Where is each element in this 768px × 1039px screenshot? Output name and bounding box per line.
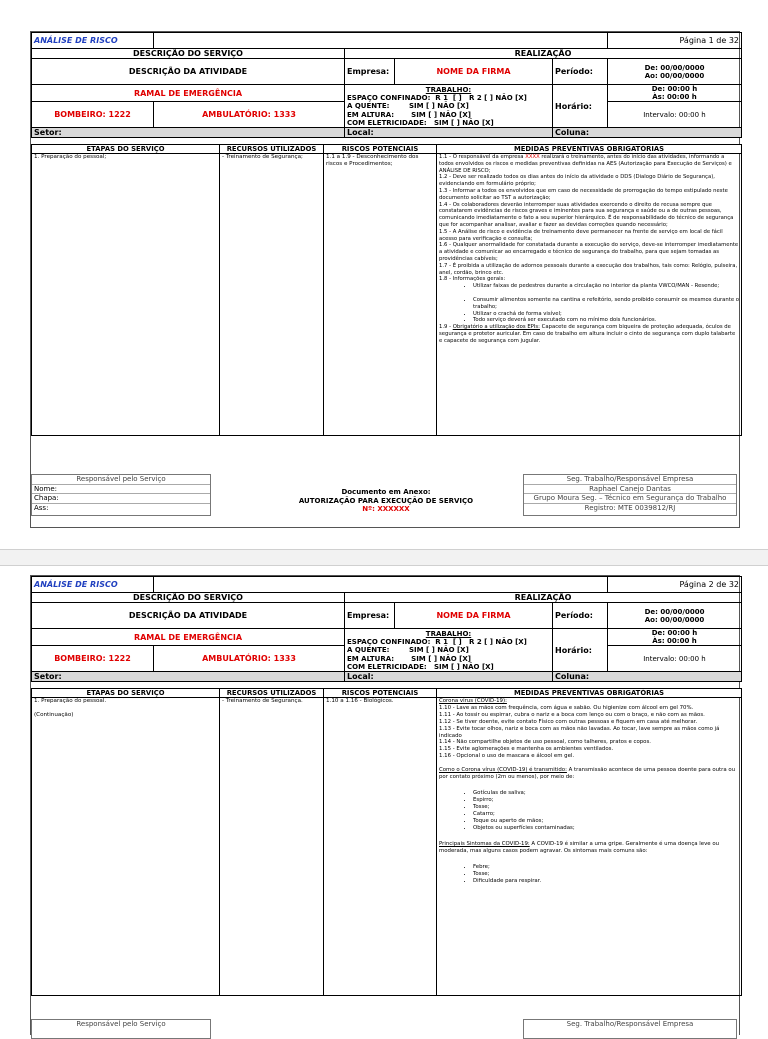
annex-name: AUTORIZAÇÃO PARA EXECUÇÃO DE SERVIÇO xyxy=(298,496,474,505)
list-item: • Espirro; xyxy=(473,797,739,804)
list-item: • Tosse; xyxy=(473,804,739,811)
document-page-2 xyxy=(30,575,740,1035)
page-number: Página 1 de 32 xyxy=(608,33,742,49)
col-riscos: RISCOS POTENCIAIS xyxy=(324,145,437,154)
symptoms-text: Principais Sintomas da COVID-19: A COVID-19 é similar a uma gripe. Geralmente é uma doença leve ou moderada, mas alguns casos podem agravar. Os sintomas mais comuns são: xyxy=(439,841,720,855)
firm-name: NOME DA FIRMA xyxy=(395,59,553,85)
emergency-heading: RAMAL DE EMERGÊNCIA xyxy=(32,85,345,102)
altura-line: EM ALTURA: SIM [ ] NÃO [X] xyxy=(347,654,471,663)
annex-number: Nº: XXXXXX xyxy=(362,505,410,513)
measure-1-1: 1.1 - O responsável da empresa XXXX realizará o treinamento, antes do início das atividades, informando a todos envolvidos os riscos e medidas preventivas definidas na AES (Autorização para Execução de Serviços) e ANÁLISE DE RISCO; xyxy=(439,154,732,174)
periodo-label: Período: xyxy=(553,59,608,85)
interval: Intervalo: 00:00 h xyxy=(608,102,742,128)
header-table xyxy=(31,32,742,138)
medidas-cell xyxy=(437,154,742,436)
measure-1-4: 1.4 - Os colaboradores deverão interromper suas atividades exercendo o direito de recusa sempre que constatarem evidências de riscos graves e iminentes para sua segurança e saúde ou a de outras pessoas, comunicando imediatamente o fato a seu superior hierárquico. É de responsabilidade do técnico de segurança que for acompanhar analisar, avaliar e fazer as devidas correções quando necessário; xyxy=(439,201,734,228)
continuation-note: (Continuação) xyxy=(34,712,74,719)
measure-1-3: 1.3 - Informar a todos os envolvidos que em caso de necessidade de prorrogação do tempo estipulado neste documento solicitar ao TST a autorização; xyxy=(439,188,728,201)
realizacao-heading: REALIZAÇÃO xyxy=(345,49,742,59)
safety-box xyxy=(523,474,737,516)
document-page-1 xyxy=(30,31,740,528)
measure-1-5: 1.5 - A Análise de risco e evidência de treinamento deve permanecer na frente de serviço em local de fácil acesso para verificação e consulta; xyxy=(439,228,723,242)
service-desc-heading: DESCRIÇÃO DO SERVIÇO xyxy=(32,593,345,603)
measure-1-14: 1.14 - Não compartilhe objetos de uso pessoal, como talheres, pratos e copos. xyxy=(439,739,652,746)
horario-label: Horário: xyxy=(553,629,608,672)
time-end: Às: 00:00 h xyxy=(652,637,697,645)
interval: Intervalo: 00:00 h xyxy=(608,646,742,672)
time-start: De: 00:00 h xyxy=(651,629,698,637)
measure-1-12: 1.12 - Se tiver doente, evite contato Físico com outras pessoas e fiquem em casa até melhorar. xyxy=(439,718,698,725)
local-field: Local: xyxy=(345,128,553,138)
measure-1-16: 1.16 - Opcional o uso de mascara e álcool em gel. xyxy=(439,753,575,760)
responsible-box xyxy=(31,474,211,516)
coluna-field: Coluna: xyxy=(553,672,742,682)
ambulatorio-ext: AMBULATÓRIO: 1333 xyxy=(154,102,345,128)
transmission-list xyxy=(439,790,739,831)
setor-field: Setor: xyxy=(32,128,345,138)
col-recursos: RECURSOS UTILIZADOS xyxy=(220,689,324,698)
col-riscos: RISCOS POTENCIAIS xyxy=(324,689,437,698)
measure-1-11: 1.11 - Ao tossir ou espirrar, cubra o nariz e a boca com lenço ou com o braço, e não com as mãos. xyxy=(439,711,705,718)
list-item: • Dificuldade para respirar. xyxy=(473,878,739,885)
measure-1-6: 1.6 - Qualquer anormalidade for constatada durante a execução do serviço, deve-se interromper imediatamente a atividade e comunicar ao encarregado e técnico de segurança do trabalho, para que sejam tomadas as providências cabíveis; xyxy=(439,242,739,262)
empresa-label: Empresa: xyxy=(345,59,395,85)
measure-1-8: 1.8 - Informações gerais: xyxy=(439,276,506,283)
symptoms-list xyxy=(439,864,739,885)
col-etapas: ETAPAS DO SERVIÇO xyxy=(32,689,220,698)
list-item: • Catarro; xyxy=(473,811,739,818)
medidas-cell xyxy=(437,698,742,996)
firm-name: NOME DA FIRMA xyxy=(395,603,553,629)
annex-title: Documento em Anexo: xyxy=(341,488,431,496)
empresa-label: Empresa: xyxy=(345,603,395,629)
list-item: • Febre; xyxy=(473,864,739,871)
period-start: De: 00/00/0000 xyxy=(644,63,705,72)
period-start: De: 00/00/0000 xyxy=(644,607,705,616)
eletricidade-line: COM ELETRICIDADE: SIM [ ] NÃO [X] xyxy=(347,118,494,127)
signature-field: Ass: xyxy=(34,503,49,512)
eletricidade-line: COM ELETRICIDADE: SIM [ ] NÃO [X] xyxy=(347,662,494,671)
list-item: • Tosse; xyxy=(473,871,739,878)
emergency-heading: RAMAL DE EMERGÊNCIA xyxy=(32,629,345,646)
measure-1-2: 1.2 - Deve ser realizado todos os dias antes do início da atividade o DDS (Dialogo Diário de Segurança), evidenciando em formulário próprio; xyxy=(439,174,715,188)
safety-box xyxy=(523,1019,737,1039)
realizacao-heading: REALIZAÇÃO xyxy=(345,593,742,603)
general-info-list xyxy=(439,283,739,324)
responsible-title: Responsável pelo Serviço xyxy=(76,1020,166,1028)
name-field: Nome: xyxy=(32,485,210,495)
bombeiro-ext: BOMBEIRO: 1222 xyxy=(32,646,154,672)
safety-role: Grupo Moura Seg. – Técnico em Segurança do Trabalho xyxy=(524,494,736,504)
etapa-text: 1. Preparação do pessoal. xyxy=(34,698,107,705)
quente-line: A QUENTE: SIM [ ] NÃO [X] xyxy=(347,646,469,655)
safety-name: Raphael Canejo Dantas xyxy=(524,485,736,495)
col-medidas: MEDIDAS PREVENTIVAS OBRIGATÓRIAS xyxy=(437,145,742,154)
list-item: • Consumir alimentos somente na cantina e refeitório, sendo proibido consumir os mesmos durante o trabalho; xyxy=(473,297,739,311)
page-divider xyxy=(0,549,768,566)
chapa-field: Chapa: xyxy=(32,494,210,504)
measure-1-13: 1.13 - Evite tocar olhos, nariz e boca com as mãos não lavadas. Ao tocar, lave sempre as mãos como já indicado xyxy=(439,725,720,739)
period-end: Ao: 00/00/0000 xyxy=(644,71,705,80)
col-medidas: MEDIDAS PREVENTIVAS OBRIGATÓRIAS xyxy=(437,689,742,698)
list-item: • Toque ou aperto de mãos; xyxy=(473,818,739,825)
period-end: Ao: 00/00/0000 xyxy=(644,615,705,624)
list-item: • Gotículas de saliva; xyxy=(473,790,739,797)
steps-table xyxy=(31,688,742,996)
responsible-title: Responsável pelo Serviço xyxy=(32,475,210,485)
doc-title: ANÁLISE DE RISCO xyxy=(34,36,118,45)
safety-title: Seg. Trabalho/Responsável Empresa xyxy=(524,475,736,485)
measure-1-7: 1.7 - É proibida a utilização de adornos pessoais durante a execução dos trabalhos, tais como: Relógio, pulseira, anel, cordão, brinco etc. xyxy=(439,262,738,276)
recurso-cell: - Treinamento de Segurança. xyxy=(220,698,324,996)
doc-title: ANÁLISE DE RISCO xyxy=(34,580,118,589)
horario-label: Horário: xyxy=(553,85,608,128)
list-item: • Todo serviço deverá ser executado com no mínimo dois funcionários. xyxy=(473,317,739,324)
steps-table xyxy=(31,144,742,436)
bombeiro-ext: BOMBEIRO: 1222 xyxy=(32,102,154,128)
measure-1-10: 1.10 - Lave as mãos com frequência, com água e sabão. Ou higienize com álcool em gel 70%. xyxy=(439,704,694,711)
col-recursos: RECURSOS UTILIZADOS xyxy=(220,145,324,154)
recurso-cell: - Treinamento de Segurança; xyxy=(220,154,324,436)
activity-description: DESCRIÇÃO DA ATIVIDADE xyxy=(32,59,345,85)
altura-line: EM ALTURA: SIM [ ] NÃO [X] xyxy=(347,110,471,119)
transmission-text: Como o Corona vírus (COVID-19) é transmitido: A transmissão acontece de uma pessoa doente para outra ou por contato próximo (2m ou menos), por meio de: xyxy=(439,767,736,781)
time-end: Às: 00:00 h xyxy=(652,93,697,101)
responsible-box xyxy=(31,1019,211,1039)
time-start: De: 00:00 h xyxy=(651,85,698,93)
ambulatorio-ext: AMBULATÓRIO: 1333 xyxy=(154,646,345,672)
etapa-cell: 1. Preparação do pessoal; xyxy=(32,154,220,436)
trabalho-heading: TRABALHO: xyxy=(425,630,472,638)
activity-description: DESCRIÇÃO DA ATIVIDADE xyxy=(32,603,345,629)
header-table xyxy=(31,576,742,682)
measure-1-15: 1.15 - Evite aglomerações e mantenha os ambientes ventilados. xyxy=(439,746,614,753)
annex-block xyxy=(271,488,501,514)
confinado-line: ESPAÇO CONFINADO: R 1 [ ] R 2 [ ] NÃO [X] xyxy=(347,638,527,647)
periodo-label: Período: xyxy=(553,603,608,629)
trabalho-heading: TRABALHO: xyxy=(425,86,472,94)
page-number: Página 2 de 32 xyxy=(608,577,742,593)
risco-cell: 1.1 a 1.9 - Desconhecimento dos riscos e Procedimentos; xyxy=(324,154,437,436)
quente-line: A QUENTE: SIM [ ] NÃO [X] xyxy=(347,102,469,111)
service-desc-heading: DESCRIÇÃO DO SERVIÇO xyxy=(32,49,345,59)
safety-title: Seg. Trabalho/Responsável Empresa xyxy=(566,1020,694,1028)
list-item: • Utilizar o crachá de forma visível; xyxy=(473,311,739,318)
local-field: Local: xyxy=(345,672,553,682)
confinado-line: ESPAÇO CONFINADO: R 1 [ ] R 2 [ ] NÃO [X] xyxy=(347,94,527,103)
safety-registration: Registro: MTE 0039812/RJ xyxy=(584,503,676,512)
covid-title: Corona virus (COVID-19): xyxy=(439,698,507,705)
etapa-cell xyxy=(32,698,220,996)
measure-1-9: 1.9 - Obrigatório a utilização dos EPIs: Capacete de segurança com biqueira de proteção adequada, óculos de segurança e protetor auricular. Em caso de trabalho em altura incluir o cinto de segurança com duplo talabarte e capacete de segurança com jugular. xyxy=(439,324,736,344)
col-etapas: ETAPAS DO SERVIÇO xyxy=(32,145,220,154)
risco-cell: 1.10 a 1.16 - Biológicos. xyxy=(324,698,437,996)
setor-field: Setor: xyxy=(32,672,345,682)
list-item: • Utilizar faixas de pedestres durante a circulação no interior da planta VWCO/MAN - Resende; xyxy=(473,283,739,290)
coluna-field: Coluna: xyxy=(553,128,742,138)
list-item: • Objetos ou superfícies contaminadas; xyxy=(473,825,739,832)
